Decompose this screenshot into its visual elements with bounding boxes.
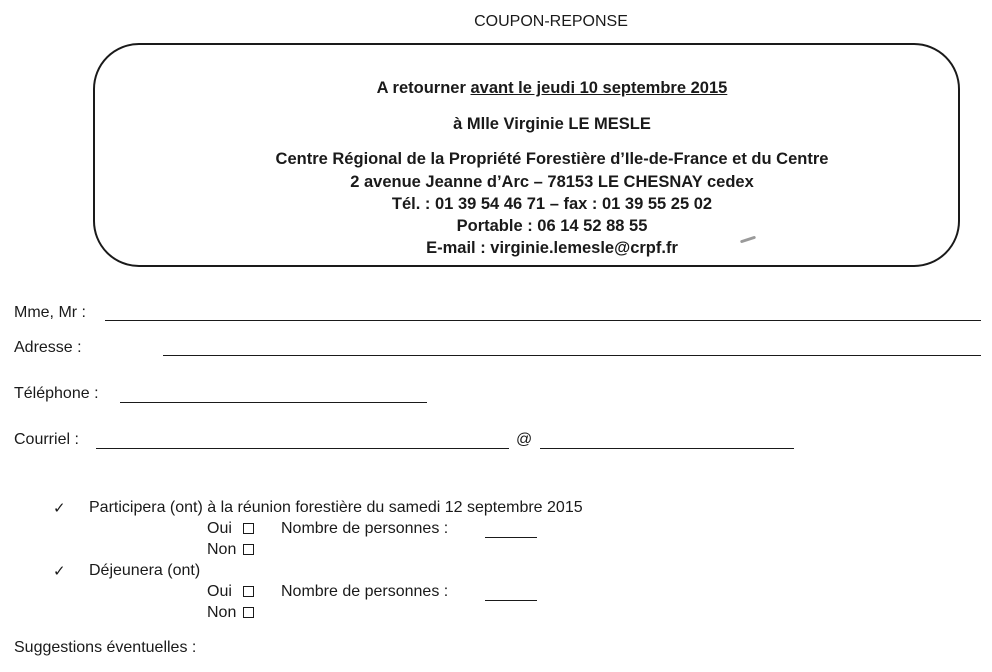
meeting-non-label: Non: [207, 541, 237, 558]
name-label: Mme, Mr :: [14, 304, 86, 321]
lunch-count-label: Nombre de personnes :: [281, 583, 449, 600]
phone-input-line[interactable]: [120, 402, 427, 403]
email-domain-input-line[interactable]: [540, 448, 794, 449]
address-label: Adresse :: [14, 339, 82, 356]
return-deadline: avant le jeudi 10 septembre 2015: [470, 79, 728, 97]
return-deadline-line: [0, 79, 992, 98]
suggestions-label: Suggestions éventuelles :: [14, 639, 197, 656]
check-mark-icon: ✓: [53, 563, 66, 580]
name-input-line[interactable]: [105, 320, 981, 321]
phone-label: Téléphone :: [14, 385, 99, 402]
recipient: à Mlle Virginie LE MESLE: [453, 115, 651, 133]
lunch-non-label: Non: [207, 604, 237, 621]
postal-address: 2 avenue Jeanne d’Arc – 78153 LE CHESNAY cedex: [350, 173, 754, 191]
lunch-count-input-line[interactable]: [485, 600, 537, 601]
email-label: Courriel :: [14, 431, 79, 448]
address-input-line[interactable]: [163, 355, 981, 356]
lunch-oui-checkbox[interactable]: [243, 586, 254, 597]
at-sign: @: [516, 431, 533, 448]
return-prefix: A retourner: [376, 79, 471, 97]
lunch-non-checkbox[interactable]: [243, 607, 254, 618]
organization: Centre Régional de la Propriété Forestière d’Ile-de-France et du Centre: [275, 150, 829, 168]
meeting-non-checkbox[interactable]: [243, 544, 254, 555]
meeting-question: Participera (ont) à la réunion forestière du samedi 12 septembre 2015: [89, 499, 583, 516]
mobile-phone: Portable : 06 14 52 88 55: [456, 217, 648, 235]
email-user-input-line[interactable]: [96, 448, 509, 449]
lunch-oui-label: Oui: [207, 583, 232, 600]
contact-email: E-mail : virginie.lemesle@crpf.fr: [426, 239, 678, 257]
meeting-count-input-line[interactable]: [485, 537, 537, 538]
meeting-oui-label: Oui: [207, 520, 232, 537]
page-title: COUPON-REPONSE: [474, 13, 628, 30]
lunch-question: Déjeunera (ont): [89, 562, 201, 579]
check-mark-icon: ✓: [53, 500, 66, 517]
meeting-oui-checkbox[interactable]: [243, 523, 254, 534]
phone-fax: Tél. : 01 39 54 46 71 – fax : 01 39 55 25 02: [391, 195, 713, 213]
meeting-count-label: Nombre de personnes :: [281, 520, 449, 537]
